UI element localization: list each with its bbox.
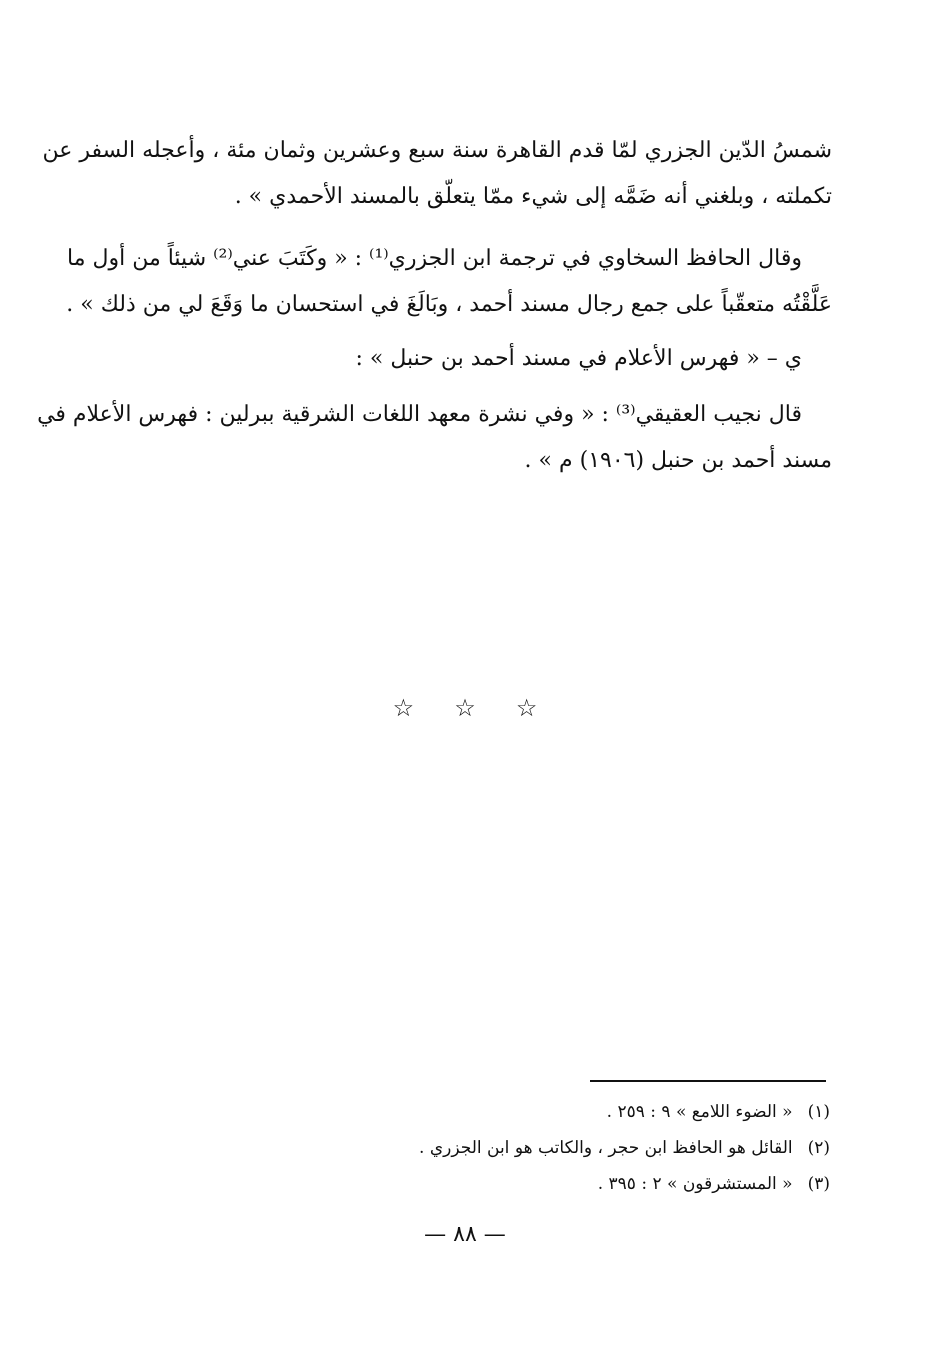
paragraph-1-line-1: شمسُ الدّين الجزري لمّا قدم القاهرة سنة سبع وعشرين وثمان مئة ، وأعجله السفر عن bbox=[42, 138, 832, 163]
paragraph-2-line-2: عَلَّقْتُه متعقّباً على جمع رجال مسند أحمد ، وبَالَغَ في استحسان ما وَقَعَ لي من ذلك » . bbox=[66, 292, 832, 317]
footnote-1 bbox=[330, 1094, 830, 1130]
footnote-text: القائل هو الحافظ ابن حجر ، والكاتب هو ابن الجزري . bbox=[419, 1138, 793, 1158]
paragraph-2 bbox=[66, 236, 832, 328]
footnote-3 bbox=[330, 1166, 830, 1202]
star-icon: ☆ bbox=[454, 694, 476, 722]
footnote-text: « المستشرقون » ٢ : ٣٩٥ . bbox=[597, 1174, 793, 1194]
footnote-text: « الضوء اللامع » ٩ : ٢٥٩ . bbox=[606, 1102, 793, 1122]
paragraph-2-line-1: وقال الحافظ السخاوي في ترجمة ابن الجزري⁽¹⁾ : « وكَتَبَ عني⁽²⁾ شيئاً من أول ما bbox=[67, 246, 802, 271]
page-number: — ٨٨ — bbox=[424, 1222, 506, 1247]
section-heading-text: ي – « فهرس الأعلام في مسند أحمد بن حنبل » : bbox=[355, 346, 802, 371]
paragraph-3-line-1: قال نجيب العقيقي⁽³⁾ : « وفي نشرة معهد اللغات الشرقية ببرلين : فهرس الأعلام في bbox=[37, 402, 802, 427]
footnotes bbox=[330, 1094, 830, 1202]
footnote-separator bbox=[590, 1080, 826, 1082]
footnote-number: (٢) bbox=[807, 1138, 830, 1158]
section-divider-stars bbox=[0, 694, 930, 722]
footnote-number: (٣) bbox=[807, 1174, 830, 1194]
footnote-2 bbox=[330, 1130, 830, 1166]
section-heading bbox=[90, 336, 832, 382]
paragraph-3-line-2: مسند أحمد بن حنبل (١٩٠٦) م » . bbox=[524, 448, 832, 473]
paragraph-1-line-2: تكملته ، وبلغني أنه ضَمَّه إلى شيء ممّا يتعلّق بالمسند الأحمدي » . bbox=[234, 184, 832, 209]
star-icon: ☆ bbox=[515, 694, 538, 722]
footnote-number: (١) bbox=[807, 1102, 830, 1122]
star-icon: ☆ bbox=[392, 694, 415, 722]
paragraph-3 bbox=[37, 392, 832, 484]
paragraph-1 bbox=[42, 128, 832, 220]
